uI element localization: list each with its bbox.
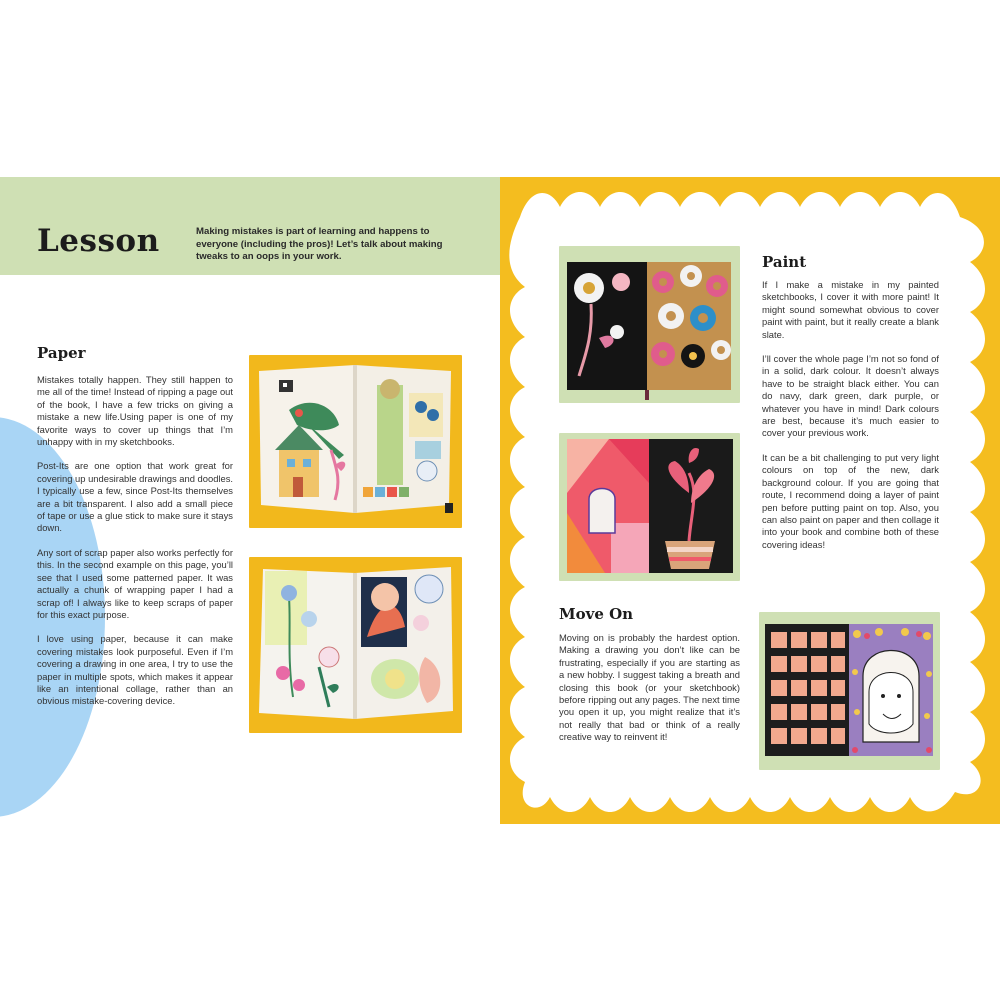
paint-paragraph: I’ll cover the whole page I’m not so fond of in a solid, dark colour. It doesn’t always have to be straight black either. You can do navy, dark green, dark purple, or whatever you have in mind! Dark colours are best, because it’s much easier to cover your previous work. bbox=[762, 353, 939, 439]
paper-heading: Paper bbox=[37, 344, 86, 362]
paper-paragraph: Mistakes totally happen. They still happen to me all of the time! Instead of ripping a page out of the book, I have a few tricks on giving a mistake a new life.Using paper is one of my favorite ways to cover up things that I’m unhappy with in my sketchbooks. bbox=[37, 374, 233, 448]
sketchbook-illustration bbox=[559, 246, 740, 403]
left-page bbox=[0, 177, 500, 824]
paint-heading: Paint bbox=[762, 253, 807, 271]
paper-paragraph: Any sort of scrap paper also works perfectly for this. In the second example on this page, you’ll see that I used some patterned paper. It was actually a chunk of wrapping paper I had a scrap of! I always like to keep scraps of paper for this exact purpose. bbox=[37, 546, 233, 620]
right-page bbox=[500, 177, 1000, 824]
paint-paragraph: It can be a bit challenging to put very light colours on top of the new, dark background colour. If you are going that route, I recommend doing a layer of paint pen before putting paint on top. Also, you can also paint on paper and then collage it into your book and combine both of these covering ideas! bbox=[762, 451, 939, 550]
paper-body bbox=[37, 374, 233, 720]
sketchbook-photo-bird-house bbox=[249, 355, 462, 528]
sketchbook-illustration bbox=[249, 355, 462, 528]
book-spread bbox=[0, 177, 1000, 824]
sketchbook-photo-painted-flowers bbox=[559, 246, 740, 403]
sketchbook-photo-flowers bbox=[249, 557, 462, 733]
paper-paragraph: Post-Its are one option that work great for covering up undesirable drawings and doodles. I typically use a few, since Post-Its themselves are a bit transparent. I also add a small piece of tape or use a glue stick to make sure it stays down. bbox=[37, 460, 233, 534]
move-on-body bbox=[559, 632, 740, 756]
sketchbook-photo-pink-plant bbox=[559, 433, 740, 581]
sketchbook-illustration bbox=[559, 433, 740, 581]
move-on-heading: Move On bbox=[559, 605, 634, 623]
lesson-intro: Making mistakes is part of learning and happens to everyone (including the pros)! Let’s talk about making tweaks to an oops in your work. bbox=[196, 226, 443, 262]
move-on-paragraph: Moving on is probably the hardest option. Making a drawing you don’t like can be frustrating, especially if you are starting as a new hobby. I suggest taking a breath and closing this book (or your sketchbook) before ripping out any pages. The next time you open it up, you might realize that it’s not really that bad or think of a really creative way to reinvent it! bbox=[559, 632, 740, 743]
sketchbook-illustration bbox=[759, 612, 940, 770]
sketchbook-illustration bbox=[249, 557, 462, 733]
paint-paragraph: If I make a mistake in my painted sketchbooks, I cover it with more paint! It might sound somewhat obvious to cover paint with paint, but it really create a blank slate. bbox=[762, 279, 939, 340]
paint-body bbox=[762, 279, 939, 563]
lesson-title: Lesson bbox=[37, 223, 160, 259]
paper-paragraph: I love using paper, because it can make covering mistakes look purposeful. Even if I’m covering a drawing in one area, I try to use the paper in multiple spots, which makes it appear like an intentional collage, rather than an obvious mistake-covering device. bbox=[37, 633, 233, 707]
sketchbook-photo-purple-portrait bbox=[759, 612, 940, 770]
